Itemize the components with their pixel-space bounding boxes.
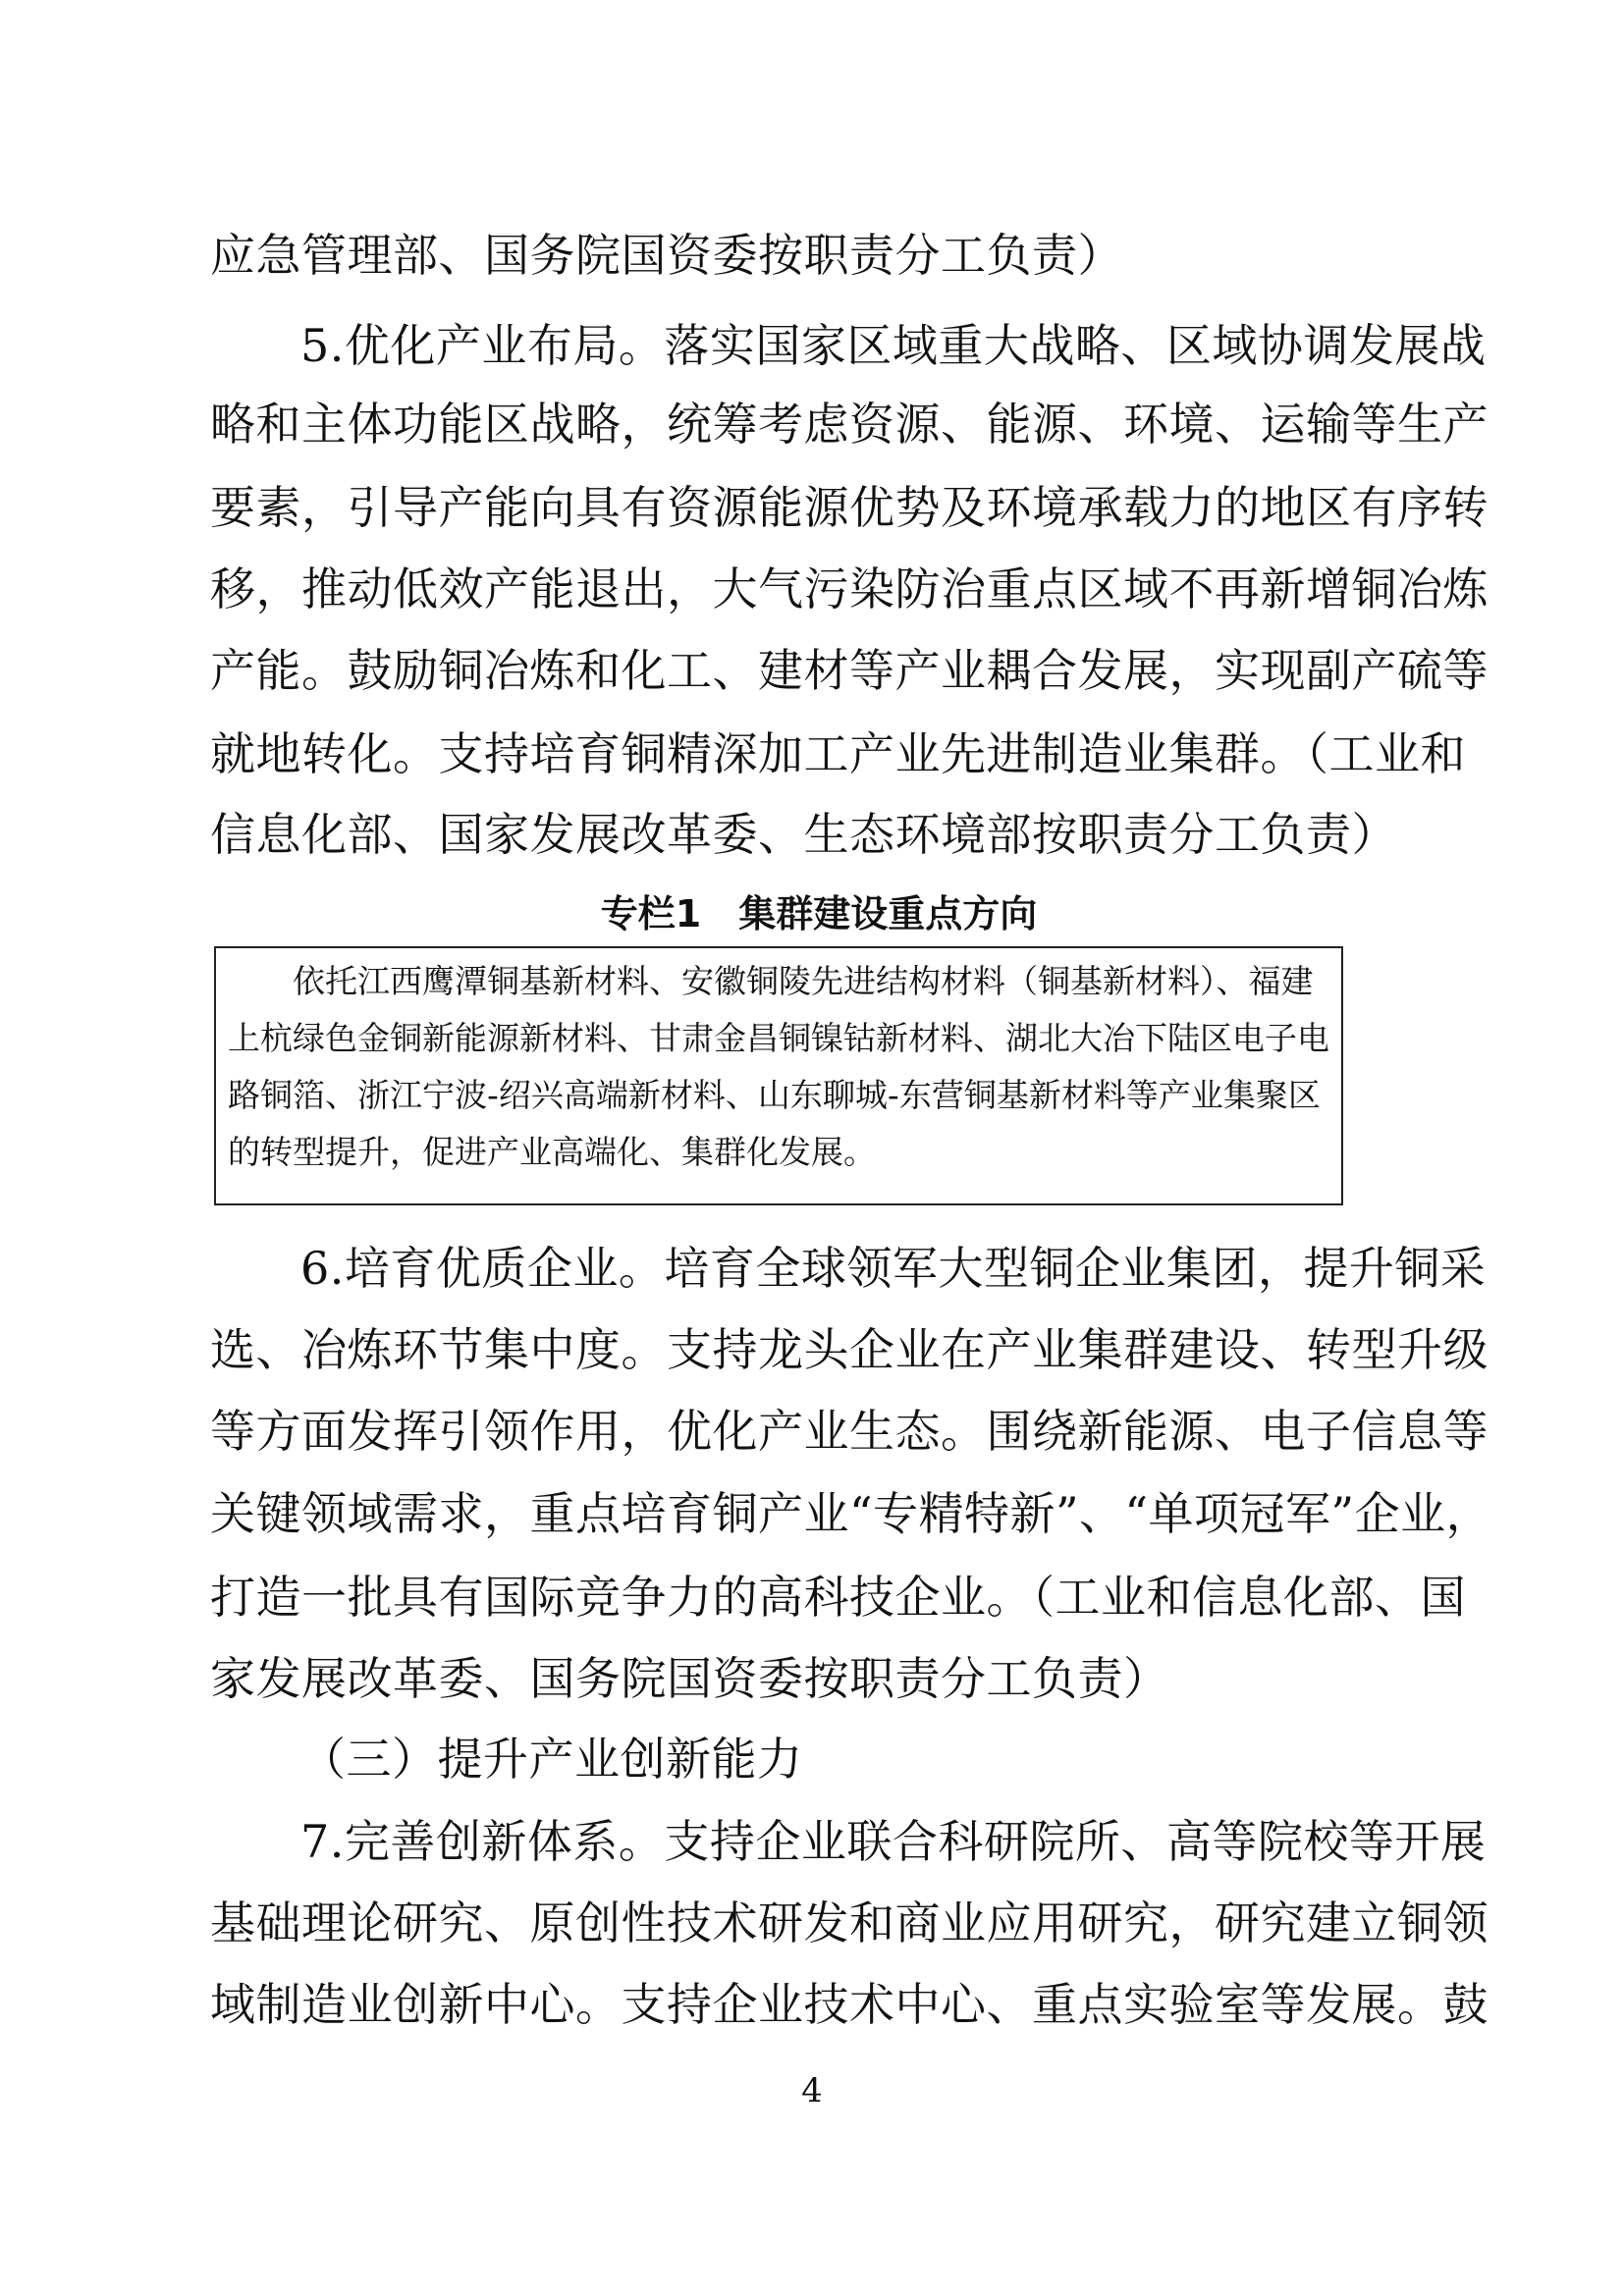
text-line: 关键领域需求，重点培育铜产业“专精特新”、“单项冠军”企业， [210, 1487, 1492, 1540]
text-line: 选、冶炼环节集中度。支持龙头企业在产业集群建设、转型升级 [210, 1323, 1489, 1376]
text-line: 5.优化产业布局。落实国家区域重大战略、区域协调发展战 [300, 319, 1487, 372]
page-number: 4 [801, 2071, 823, 2110]
text-line: 信息化部、国家发展改革委、生态环境部按职责分工负责） [210, 808, 1397, 861]
text-line: 域制造业创新中心。支持企业技术中心、重点实验室等发展。鼓 [210, 1978, 1489, 2031]
box-line: 依托江西鹰潭铜基新材料、安徽铜陵先进结构材料（铜基新材料）、福建 [293, 962, 1314, 1000]
text-line: 7.完善创新体系。支持企业联合科研院所、高等院校等开展 [300, 1815, 1487, 1868]
text-line: 产能。鼓励铜冶炼和化工、建材等产业耦合发展，实现副产硫等 [210, 644, 1489, 697]
text-line: 就地转化。支持培育铜精深加工产业先进制造业集群。（工业和 [210, 727, 1466, 780]
text-line: 略和主体功能区战略，统筹考虑资源、能源、环境、运输等生产 [210, 398, 1489, 451]
box-line: 的转型提升，促进产业高端化、集群化发展。 [228, 1133, 876, 1171]
box-line: 路铜箔、浙江宁波-绍兴高端新材料、山东聊城-东营铜基新材料等产业集聚区 [228, 1076, 1321, 1114]
box-line: 上杭绿色金铜新能源新材料、甘肃金昌铜镍钴新材料、湖北大冶下陆区电子电 [228, 1019, 1329, 1057]
text-line: 等方面发挥引领作用，优化产业生态。围绕新能源、电子信息等 [210, 1405, 1489, 1458]
text-line: 家发展改革委、国务院国资委按职责分工负责） [210, 1652, 1169, 1705]
section-heading: （三）提升产业创新能力 [300, 1733, 803, 1786]
box-title: 专栏1 集群建设重点方向 [600, 892, 1038, 935]
text-line: 应急管理部、国务院国资委按职责分工负责） [210, 229, 1123, 282]
text-line: 移，推动低效产能退出，大气污染防治重点区域不再新增铜冶炼 [210, 562, 1489, 615]
text-line: 要素，引导产能向具有资源能源优势及环境承载力的地区有序转 [210, 481, 1489, 534]
text-line: 6.培育优质企业。培育全球领军大型铜企业集团，提升铜采 [300, 1242, 1487, 1295]
text-line: 基础理论研究、原创性技术研发和商业应用研究，研究建立铜领 [210, 1896, 1489, 1949]
text-line: 打造一批具有国际竞争力的高科技企业。（工业和信息化部、国 [210, 1571, 1466, 1624]
